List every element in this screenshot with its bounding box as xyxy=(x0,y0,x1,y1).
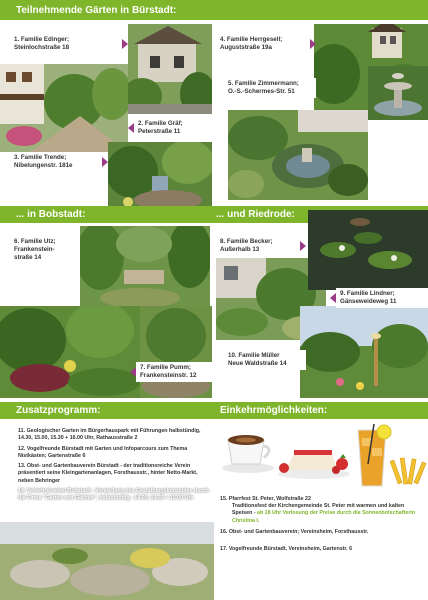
arrow-right-icon xyxy=(310,39,316,49)
section-title-zusatzprogramm: Zusatzprogramm: xyxy=(16,405,101,416)
garden-5-name: 5. Familie Zimmermann; xyxy=(228,80,299,87)
roundabout-photo xyxy=(0,522,214,600)
garden-photo-pond xyxy=(308,210,428,290)
garden-8-address: Außerhalb 13 xyxy=(220,246,260,254)
program-12-number: 12. xyxy=(18,445,26,452)
einkehr-list xyxy=(220,496,424,556)
garden-label-9 xyxy=(336,288,428,308)
garden-label-7 xyxy=(136,362,212,382)
garden-4-address: Auguststraße 19a xyxy=(220,44,272,52)
garden-photo-lindner xyxy=(300,306,428,398)
program-11-number: 11. xyxy=(18,428,26,434)
strawberry-cake-image xyxy=(276,440,352,480)
garden-8-name: 8. Familie Becker; xyxy=(220,238,273,245)
section-title-bobstadt: ... in Bobstadt: xyxy=(16,209,86,220)
section-title-einkehr: Einkehrmöglichkeiten: xyxy=(220,405,328,416)
program-14-number: 14. xyxy=(18,487,26,494)
garden-6-name: 6. Familie Utz; xyxy=(14,238,56,245)
garden-photo-trende xyxy=(108,142,212,212)
program-item-14 xyxy=(18,488,214,502)
einkehr-item-15 xyxy=(220,496,424,525)
arrow-left-icon xyxy=(130,367,136,377)
program-12-text: Vogelfreunde Bürstadt mit Garten und Infoparcours zum Thema Nistkästen; Gartenstraße 6 xyxy=(18,445,188,459)
garden-photo-pumm xyxy=(0,306,140,398)
garden-6-address-line1: Frankenstein- xyxy=(14,246,55,254)
garden-10-address: Neue Waldstraße 14 xyxy=(228,360,287,368)
garden-2-name: 2. Familie Gräf; xyxy=(138,120,183,127)
program-14-text: Verkehrskreisel Bobstadt - Vorstellung des Gestaltungskonzeptes durch die Firma "Garten von Gärtner", halbstündig - 14.00, 14.30 + 15.00 Uhr xyxy=(18,487,209,502)
arrow-right-icon xyxy=(122,39,128,49)
garden-3-address: Nibelungenstr. 181e xyxy=(14,162,73,170)
garden-4-name: 4. Familie Herrgesell; xyxy=(220,36,283,43)
einkehr-15-number: 15. xyxy=(220,496,228,502)
arrow-right-icon xyxy=(102,157,108,167)
iced-tea-glass-image xyxy=(352,424,392,490)
program-13-text: Obst- und Gartenbauverein Bürstadt - der traditionsreiche Verein präsentiert seine Kleingartenanlagen, Forsthausstr., hinter Netto-Markt, neben Behringer xyxy=(18,463,198,484)
garden-7-address: Frankensteinstr. 12 xyxy=(140,372,197,380)
garden-label-8 xyxy=(216,236,300,256)
garden-photo-zimmermann xyxy=(228,110,368,200)
garden-2-address: Peterstraße 11 xyxy=(138,128,181,136)
arrow-left-icon xyxy=(128,123,134,133)
einkehr-15-highlight: ab 18 Uhr Verlosung der Preise durch die Sonnenbotschafterin Christina I. xyxy=(232,510,416,524)
garden-photo-fountain xyxy=(368,66,428,120)
garden-10-name: 10. Familie Müller xyxy=(228,352,280,359)
garden-photo-utz xyxy=(80,226,210,306)
garden-label-10 xyxy=(224,350,306,370)
french-fries-image xyxy=(390,454,428,488)
garden-label-4 xyxy=(216,34,310,54)
program-13-number: 13. xyxy=(18,463,26,470)
einkehr-item-17: 17. Vogelfreunde Bürstadt, Vereinsheim, Gartenstr. 6 xyxy=(220,546,353,553)
garden-1-address: Steinlochstraße 18 xyxy=(14,44,70,52)
garden-photo-edinger xyxy=(128,24,212,114)
program-item-12 xyxy=(18,446,214,460)
garden-3-name: 3. Familie Trende; xyxy=(14,154,67,161)
program-list xyxy=(18,428,214,506)
einkehr-item-16: 16. Obst- und Gartenbauverein; Vereinsheim, Forsthausstr. xyxy=(220,528,369,535)
garden-7-name: 7. Familie Pumm; xyxy=(140,364,191,371)
garden-label-1 xyxy=(10,34,122,54)
garden-photo-graef xyxy=(0,64,128,152)
program-item-13 xyxy=(18,463,214,485)
arrow-left-icon xyxy=(330,293,336,303)
garden-label-3 xyxy=(10,152,102,172)
garden-9-name: 9. Familie Lindner; xyxy=(340,290,395,297)
garden-photo-pumm-2 xyxy=(140,306,212,398)
garden-9-address: Gänseweideweg 11 xyxy=(340,298,397,306)
einkehr-15-description: Traditionsfest der Kirchengemeinde St. Peter mit warmen und kalten Speisen - xyxy=(232,503,405,517)
garden-label-5 xyxy=(224,78,316,98)
arrow-right-icon xyxy=(300,241,306,251)
program-11-text: Geologischer Garten im Bürgerhauspark mit Führungen halbstündig, 14.30, 15.00, 15.30 + 16.00 Uhr, Rathausstraße 2 xyxy=(18,428,201,442)
garden-6-address-line2: straße 14 xyxy=(14,254,42,262)
program-item-11 xyxy=(18,428,214,442)
garden-1-name: 1. Familie Edinger; xyxy=(14,36,70,43)
garden-5-address: O.-S.-Schermes-Str. 51 xyxy=(228,88,295,96)
garden-label-6 xyxy=(10,236,76,265)
section-title-riedrode: ... und Riedrode: xyxy=(216,209,295,220)
coffee-cup-image xyxy=(220,430,276,474)
einkehr-15-title: Pfarrfest St. Peter, Wolfstraße 22 xyxy=(228,496,311,502)
garden-label-2 xyxy=(134,118,212,138)
section-title-buerstadt: Teilnehmende Gärten in Bürstadt: xyxy=(16,5,177,16)
